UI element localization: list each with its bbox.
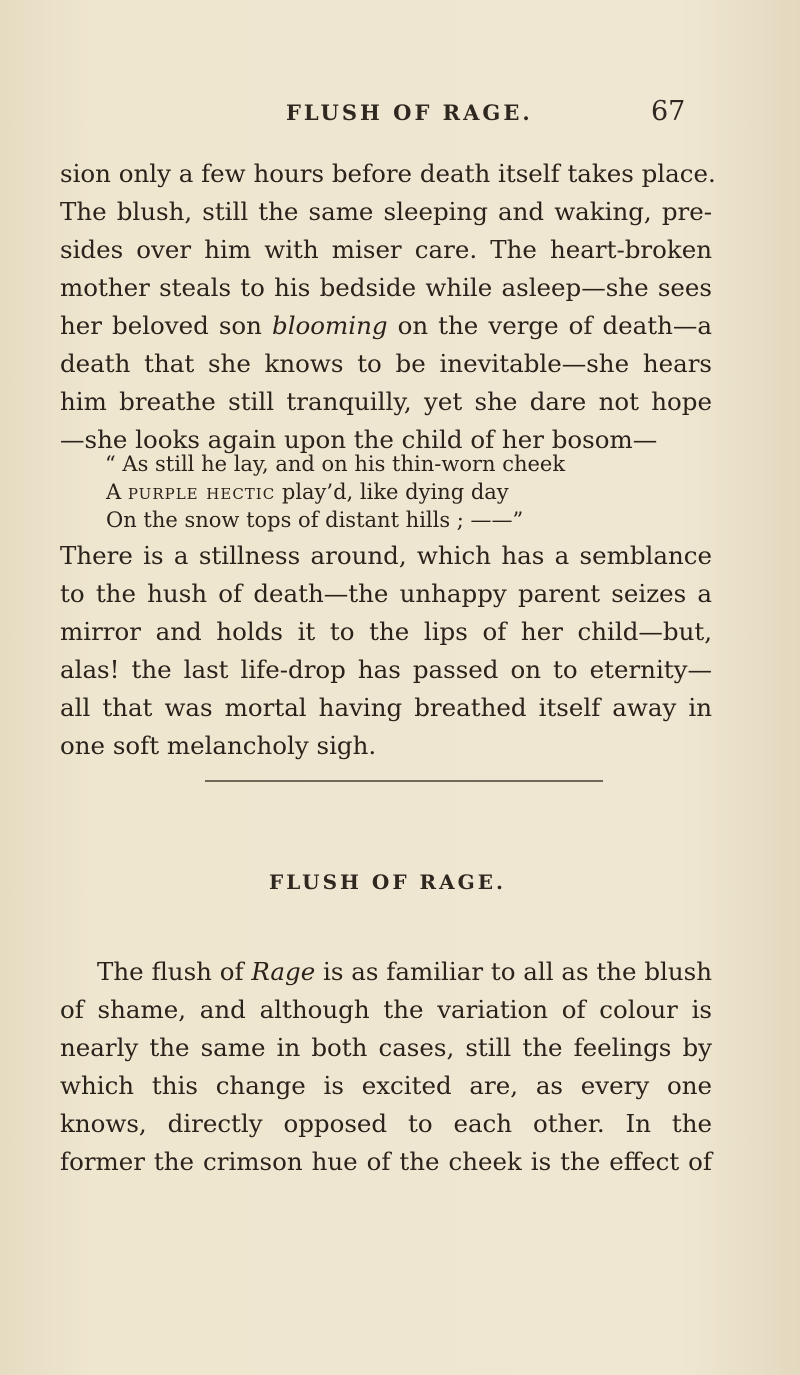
paragraph <box>60 953 712 1181</box>
text-line: death that she knows to be inevitable—she hears <box>60 349 712 378</box>
text-line: nearly the same in both cases, still the feelings by <box>60 1033 712 1062</box>
text-line: The blush, still the same sleeping and waking, pre- <box>60 197 712 226</box>
small-caps-phrase: purple hectic <box>127 480 276 504</box>
text-line: —she looks again upon the child of her bosom— <box>60 425 658 454</box>
text-line: which this change is excited are, as every one <box>60 1071 712 1100</box>
text-line: knows, directly opposed to each other. In the <box>60 1109 712 1138</box>
text-line: mother steals to his bedside while asleep—she sees <box>60 273 712 302</box>
text-line: alas! the last life-drop has passed on to eternity— <box>60 655 712 684</box>
italic-word: Rage <box>251 957 316 986</box>
text-line: sides over him with miser care. The heart-broken <box>60 235 712 264</box>
text-segment: is as familiar to all as the blush <box>315 957 712 986</box>
text-line: former the crimson hue of the cheek is the effect of <box>60 1147 712 1176</box>
text-line: sion only a few hours before death itself takes place. <box>60 159 716 188</box>
text-line: to the hush of death—the unhappy parent seizes a <box>60 579 712 608</box>
text-line: one soft melancholy sigh. <box>60 731 377 760</box>
text-line: him breathe still tranquilly, yet she dare not hope <box>60 387 712 416</box>
paragraph-continuation <box>60 155 716 459</box>
text-segment: A <box>106 480 128 504</box>
text-segment: The flush of <box>97 957 252 986</box>
text-segment: her beloved son <box>60 311 273 340</box>
section-divider <box>205 780 603 782</box>
italic-word: blooming <box>272 311 388 340</box>
text-segment: on the verge of death—a <box>387 311 713 340</box>
text-line: all that was mortal having breathed itself away in <box>60 693 712 722</box>
text-segment: play’d, like dying day <box>275 480 509 504</box>
verse-line <box>105 478 665 506</box>
text-line <box>60 307 712 345</box>
text-line <box>60 953 712 991</box>
text-line: mirror and holds it to the lips of her child—but, <box>60 617 712 646</box>
text-line: There is a stillness around, which has a semblance <box>60 541 712 570</box>
verse-line: On the snow tops of distant hills ; ——” <box>106 508 524 532</box>
verse-line: “ As still he lay, and on his thin-worn cheek <box>105 452 566 476</box>
section-title: FLUSH OF RAGE. <box>269 870 506 894</box>
page-number: 67 <box>651 96 686 127</box>
running-head: FLUSH OF RAGE. <box>286 100 533 125</box>
verse-quotation <box>105 450 665 534</box>
paragraph <box>60 537 712 765</box>
text-line: of shame, and although the variation of colour is <box>60 995 712 1024</box>
